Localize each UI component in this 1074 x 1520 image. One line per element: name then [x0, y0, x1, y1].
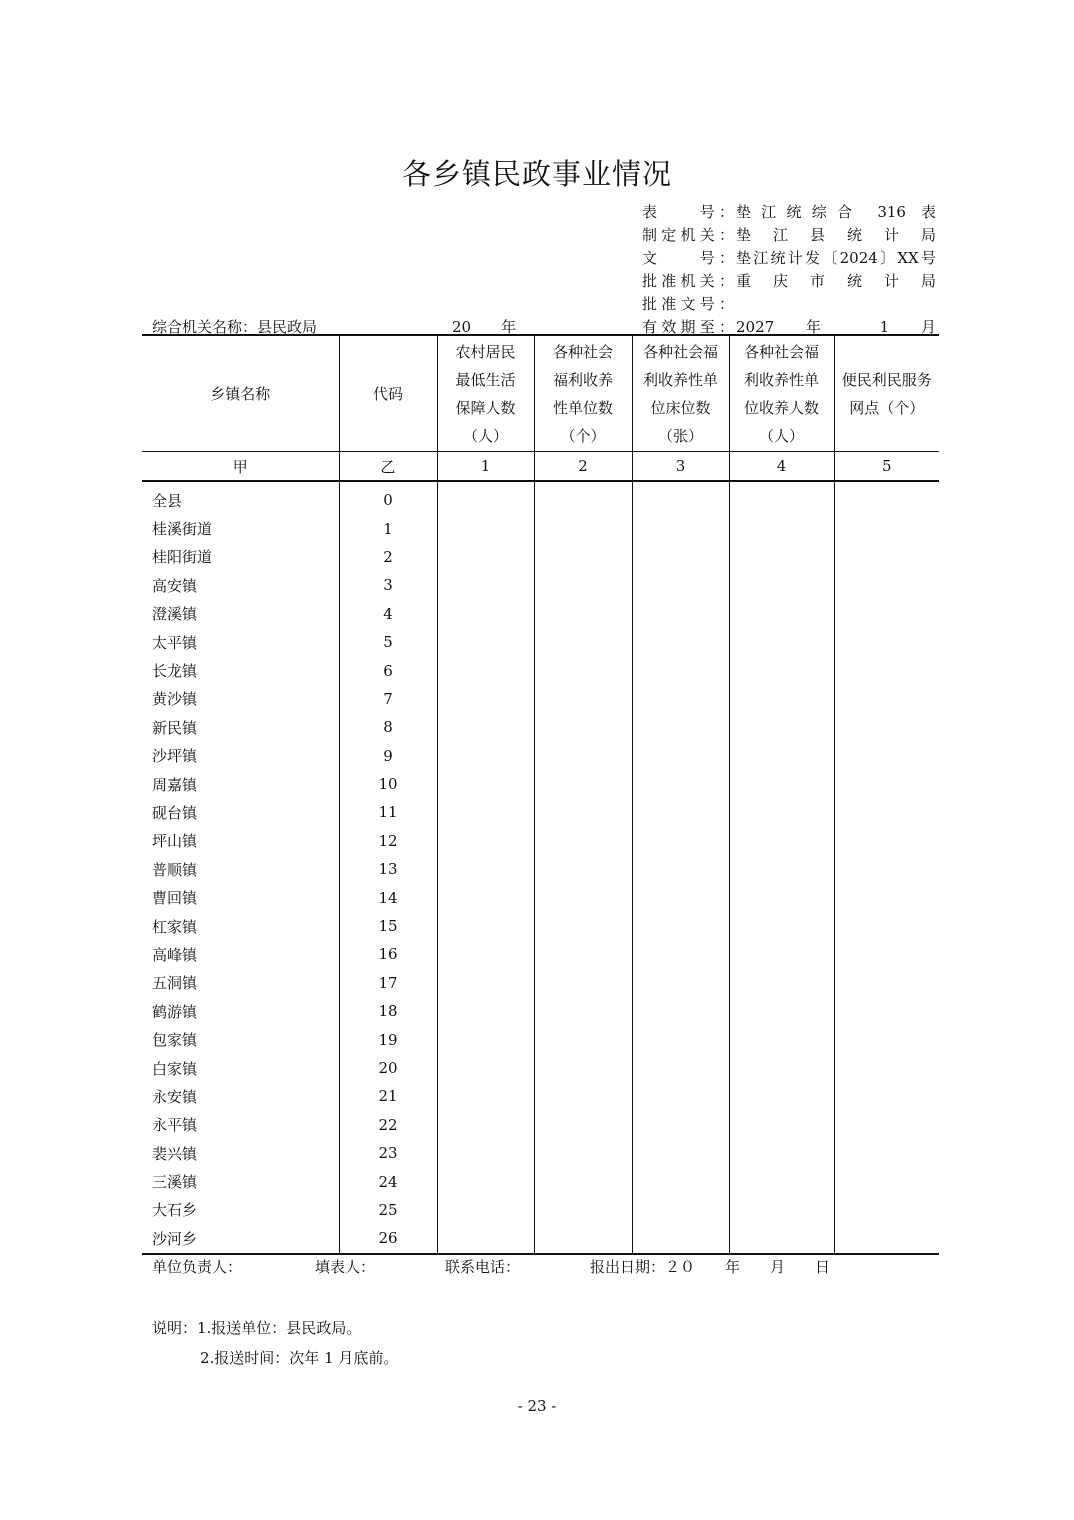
table-row: [142, 1167, 939, 1195]
col-header-1: [437, 335, 534, 452]
col-header-town-name: 乡镇名称: [142, 335, 339, 452]
value-cell: [534, 1196, 632, 1224]
value-cell: [632, 571, 729, 599]
town-name: 永安镇: [152, 1087, 198, 1106]
meta-document-number: [642, 247, 936, 270]
value-cell: [834, 912, 939, 940]
value-cell: [632, 600, 729, 628]
town-code: 20: [339, 1054, 437, 1082]
value-cell: [437, 571, 534, 599]
town-code: 13: [339, 855, 437, 883]
value-cell: [534, 912, 632, 940]
value-cell: [534, 997, 632, 1025]
meta-value: 垫江统计发〔2024〕XX号: [736, 249, 936, 267]
value-cell: [729, 481, 834, 514]
town-code: 1: [339, 514, 437, 542]
meta-issuing-authority: [642, 224, 936, 247]
table-row: [142, 940, 939, 968]
table-row: [142, 969, 939, 997]
value-cell: [534, 940, 632, 968]
value-cell: [534, 969, 632, 997]
table-row: [142, 770, 939, 798]
value-cell: [632, 940, 729, 968]
page-number: - 23 -: [517, 1397, 557, 1415]
value-cell: [834, 713, 939, 741]
table-row: [142, 543, 939, 571]
value-cell: [437, 1139, 534, 1167]
value-cell: [729, 1224, 834, 1253]
meta-approval-number: [642, 293, 936, 316]
value-cell: [632, 514, 729, 542]
table-row: [142, 742, 939, 770]
table-row: [142, 997, 939, 1025]
col-index: 1: [437, 452, 534, 482]
col-index: 4: [729, 452, 834, 482]
col-header-code: 代码: [339, 335, 437, 452]
town-code: 11: [339, 798, 437, 826]
value-cell: [534, 481, 632, 514]
value-cell: [729, 742, 834, 770]
value-cell: [632, 1025, 729, 1053]
town-code: 5: [339, 628, 437, 656]
table-row: [142, 713, 939, 741]
table-header-row: [142, 335, 939, 452]
town-name: 长龙镇: [152, 662, 198, 681]
value-cell: [632, 742, 729, 770]
town-name: 全县: [152, 491, 183, 510]
value-cell: [437, 912, 534, 940]
value-cell: [534, 685, 632, 713]
organization-name: 综合机关名称：县民政局: [152, 318, 318, 336]
meta-value: 垫江县统计局: [736, 226, 936, 244]
town-name: 沙坪镇: [152, 747, 198, 766]
town-code: 17: [339, 969, 437, 997]
value-cell: [729, 600, 834, 628]
value-cell: [632, 1054, 729, 1082]
table-row: [142, 827, 939, 855]
table-row: [142, 912, 939, 940]
table-body: [142, 481, 939, 1254]
value-cell: [632, 770, 729, 798]
meta-label: 有效期至：: [642, 318, 734, 336]
meta-approving-authority: [642, 270, 936, 293]
value-cell: [834, 940, 939, 968]
value-cell: [632, 1196, 729, 1224]
town-name: 太平镇: [152, 633, 198, 652]
value-cell: [437, 827, 534, 855]
value-cell: [729, 1054, 834, 1082]
value-cell: [632, 685, 729, 713]
table-row: [142, 883, 939, 911]
value-cell: [834, 685, 939, 713]
value-cell: [437, 742, 534, 770]
value-cell: [729, 912, 834, 940]
value-cell: [729, 713, 834, 741]
table-row: [142, 685, 939, 713]
town-code: 22: [339, 1111, 437, 1139]
value-cell: [834, 1025, 939, 1053]
town-code: 3: [339, 571, 437, 599]
note-1: 说明：1.报送单位：县民政局。: [152, 1319, 362, 1337]
value-cell: [632, 1111, 729, 1139]
value-cell: [534, 798, 632, 826]
town-name: 普顺镇: [152, 860, 198, 879]
value-cell: [632, 997, 729, 1025]
value-cell: [729, 770, 834, 798]
town-name: 周嘉镇: [152, 775, 198, 794]
value-cell: [437, 997, 534, 1025]
town-name: 沙河乡: [142, 1224, 339, 1253]
town-code: 25: [339, 1196, 437, 1224]
value-cell: [834, 855, 939, 883]
value-cell: [534, 713, 632, 741]
meta-value: [736, 293, 936, 316]
value-cell: [834, 742, 939, 770]
value-cell: [437, 1224, 534, 1253]
town-name: 包家镇: [152, 1031, 198, 1050]
value-cell: [437, 883, 534, 911]
value-cell: [834, 1139, 939, 1167]
value-cell: [834, 481, 939, 514]
table-row: [142, 1196, 939, 1224]
year-suffix: 年: [501, 318, 517, 336]
value-cell: [834, 600, 939, 628]
value-cell: [834, 827, 939, 855]
value-cell: [632, 969, 729, 997]
form-meta: [642, 201, 936, 339]
value-cell: [632, 481, 729, 514]
value-cell: [632, 798, 729, 826]
meta-value: 重庆市统计局: [736, 272, 936, 290]
meta-value: 2027 年 1 月: [736, 318, 936, 336]
footer-unit-head: 单位负责人：: [152, 1258, 243, 1276]
town-code: 23: [339, 1139, 437, 1167]
footer-report-date: 报出日期：２０ 年 月 日: [590, 1258, 831, 1276]
value-cell: [632, 883, 729, 911]
value-cell: [729, 1082, 834, 1110]
value-cell: [632, 1082, 729, 1110]
col-index: 3: [632, 452, 729, 482]
town-code: 14: [339, 883, 437, 911]
value-cell: [437, 600, 534, 628]
value-cell: [437, 1025, 534, 1053]
value-cell: [534, 656, 632, 684]
value-cell: [632, 713, 729, 741]
value-cell: [632, 543, 729, 571]
value-cell: [834, 1224, 939, 1253]
value-cell: [437, 543, 534, 571]
town-code: 9: [339, 742, 437, 770]
value-cell: [534, 1111, 632, 1139]
col-header-4-text: 各种社会福利收养性单位收养人数（人）: [743, 342, 819, 445]
town-code: 16: [339, 940, 437, 968]
column-index-row: [142, 452, 939, 482]
value-cell: [534, 1167, 632, 1195]
value-cell: [729, 656, 834, 684]
value-cell: [834, 1196, 939, 1224]
footer-phone: 联系电话：: [445, 1258, 521, 1276]
notes: [152, 1313, 398, 1373]
town-name: 坪山镇: [152, 832, 198, 851]
value-cell: [534, 514, 632, 542]
col-header-3: [632, 335, 729, 452]
meta-value: 垫江统综合 316 表: [736, 203, 936, 221]
value-cell: [437, 1054, 534, 1082]
value-cell: [729, 969, 834, 997]
town-name: 白家镇: [152, 1059, 198, 1078]
town-code: 19: [339, 1025, 437, 1053]
town-name: 澄溪镇: [152, 605, 198, 624]
table-row: [142, 628, 939, 656]
table-row: [142, 798, 939, 826]
table-row: [142, 481, 939, 514]
town-name: 桂阳街道: [152, 548, 213, 567]
town-code: 6: [339, 656, 437, 684]
value-cell: [729, 1196, 834, 1224]
town-name: 砚台镇: [152, 803, 198, 822]
col-header-5-text: 便民利民服务网点（个）: [841, 370, 932, 417]
value-cell: [534, 1082, 632, 1110]
town-name: 曹回镇: [152, 889, 198, 908]
footer-filler: 填表人：: [315, 1258, 376, 1276]
town-code: 12: [339, 827, 437, 855]
value-cell: [729, 1111, 834, 1139]
year-prefix: 20: [452, 318, 472, 336]
town-name: 五洞镇: [152, 974, 198, 993]
value-cell: [534, 1139, 632, 1167]
col-index: 乙: [339, 452, 437, 482]
value-cell: [437, 1167, 534, 1195]
table-row: [142, 1025, 939, 1053]
town-code: 4: [339, 600, 437, 628]
value-cell: [729, 628, 834, 656]
value-cell: [437, 1111, 534, 1139]
value-cell: [632, 656, 729, 684]
value-cell: [534, 1054, 632, 1082]
value-cell: [729, 798, 834, 826]
meta-label: 批准文号：: [642, 295, 734, 313]
town-name: 大石乡: [152, 1201, 198, 1220]
col-header-3-text: 各种社会福利收养性单位床位数（张）: [643, 342, 719, 445]
table-row: [142, 1224, 939, 1253]
value-cell: [534, 1025, 632, 1053]
page-title: 各乡镇民政事业情况: [401, 157, 672, 191]
col-header-4: [729, 335, 834, 452]
value-cell: [834, 997, 939, 1025]
value-cell: [834, 883, 939, 911]
value-cell: [437, 798, 534, 826]
col-header-5: [834, 335, 939, 452]
meta-label: 文 号：: [642, 249, 734, 267]
value-cell: [534, 600, 632, 628]
col-index: 2: [534, 452, 632, 482]
value-cell: [437, 940, 534, 968]
value-cell: [632, 1139, 729, 1167]
value-cell: [729, 855, 834, 883]
town-code: 10: [339, 770, 437, 798]
value-cell: [834, 543, 939, 571]
value-cell: [729, 827, 834, 855]
value-cell: [834, 571, 939, 599]
value-cell: [834, 770, 939, 798]
value-cell: [729, 685, 834, 713]
value-cell: [729, 514, 834, 542]
meta-form-number: [642, 201, 936, 224]
value-cell: [729, 1025, 834, 1053]
value-cell: [437, 1196, 534, 1224]
town-name: 杠家镇: [152, 917, 198, 936]
value-cell: [632, 912, 729, 940]
value-cell: [437, 855, 534, 883]
table-row: [142, 571, 939, 599]
value-cell: [437, 969, 534, 997]
table-row: [142, 514, 939, 542]
meta-label: 制定机关：: [642, 226, 734, 244]
town-code: 15: [339, 912, 437, 940]
value-cell: [834, 1054, 939, 1082]
col-index: 甲: [142, 452, 339, 482]
value-cell: [534, 855, 632, 883]
value-cell: [834, 656, 939, 684]
value-cell: [834, 514, 939, 542]
value-cell: [632, 628, 729, 656]
town-name: 黄沙镇: [152, 690, 198, 709]
table-row: [142, 656, 939, 684]
town-name: 新民镇: [152, 718, 198, 737]
town-name: 裴兴镇: [152, 1144, 198, 1163]
value-cell: [534, 571, 632, 599]
value-cell: [834, 1082, 939, 1110]
town-code: 0: [339, 481, 437, 514]
note-2: 2.报送时间：次年 1 月底前。: [200, 1349, 399, 1367]
town-code: 21: [339, 1082, 437, 1110]
value-cell: [534, 628, 632, 656]
value-cell: [437, 1082, 534, 1110]
value-cell: [437, 685, 534, 713]
town-code: 7: [339, 685, 437, 713]
table-row: [142, 1139, 939, 1167]
value-cell: [534, 543, 632, 571]
value-cell: [729, 997, 834, 1025]
value-cell: [534, 770, 632, 798]
town-name: 高安镇: [152, 576, 198, 595]
value-cell: [834, 628, 939, 656]
table-row: [142, 1111, 939, 1139]
col-header-2: [534, 335, 632, 452]
value-cell: [437, 713, 534, 741]
town-name: 高峰镇: [152, 945, 198, 964]
value-cell: [729, 571, 834, 599]
statistics-table: [142, 334, 939, 1255]
value-cell: [534, 1224, 632, 1253]
value-cell: [834, 1111, 939, 1139]
value-cell: [632, 1167, 729, 1195]
value-cell: [834, 1167, 939, 1195]
value-cell: [534, 742, 632, 770]
value-cell: [437, 514, 534, 542]
table-row: [142, 600, 939, 628]
value-cell: [729, 883, 834, 911]
town-name: 桂溪街道: [152, 520, 213, 539]
table-row: [142, 855, 939, 883]
town-code: 8: [339, 713, 437, 741]
town-code: 2: [339, 543, 437, 571]
value-cell: [437, 481, 534, 514]
table-row: [142, 1054, 939, 1082]
town-code: 26: [339, 1224, 437, 1253]
value-cell: [534, 827, 632, 855]
meta-label: 表 号：: [642, 203, 734, 221]
col-header-2-text: 各种社会福利收养性单位数（个）: [552, 342, 613, 445]
col-index: 5: [834, 452, 939, 482]
town-name: 三溪镇: [152, 1173, 198, 1192]
value-cell: [437, 656, 534, 684]
value-cell: [632, 855, 729, 883]
value-cell: [437, 770, 534, 798]
value-cell: [632, 827, 729, 855]
value-cell: [437, 628, 534, 656]
town-name: 永平镇: [152, 1116, 198, 1135]
value-cell: [729, 1139, 834, 1167]
town-name: 鹤游镇: [152, 1002, 198, 1021]
town-code: 18: [339, 997, 437, 1025]
value-cell: [834, 798, 939, 826]
town-code: 24: [339, 1167, 437, 1195]
value-cell: [534, 883, 632, 911]
value-cell: [729, 1167, 834, 1195]
meta-label: 批准机关：: [642, 272, 734, 290]
value-cell: [729, 940, 834, 968]
value-cell: [632, 1224, 729, 1253]
table-row: [142, 1082, 939, 1110]
value-cell: [729, 543, 834, 571]
value-cell: [834, 969, 939, 997]
col-header-1-text: 农村居民最低生活保障人数（人）: [455, 342, 516, 445]
